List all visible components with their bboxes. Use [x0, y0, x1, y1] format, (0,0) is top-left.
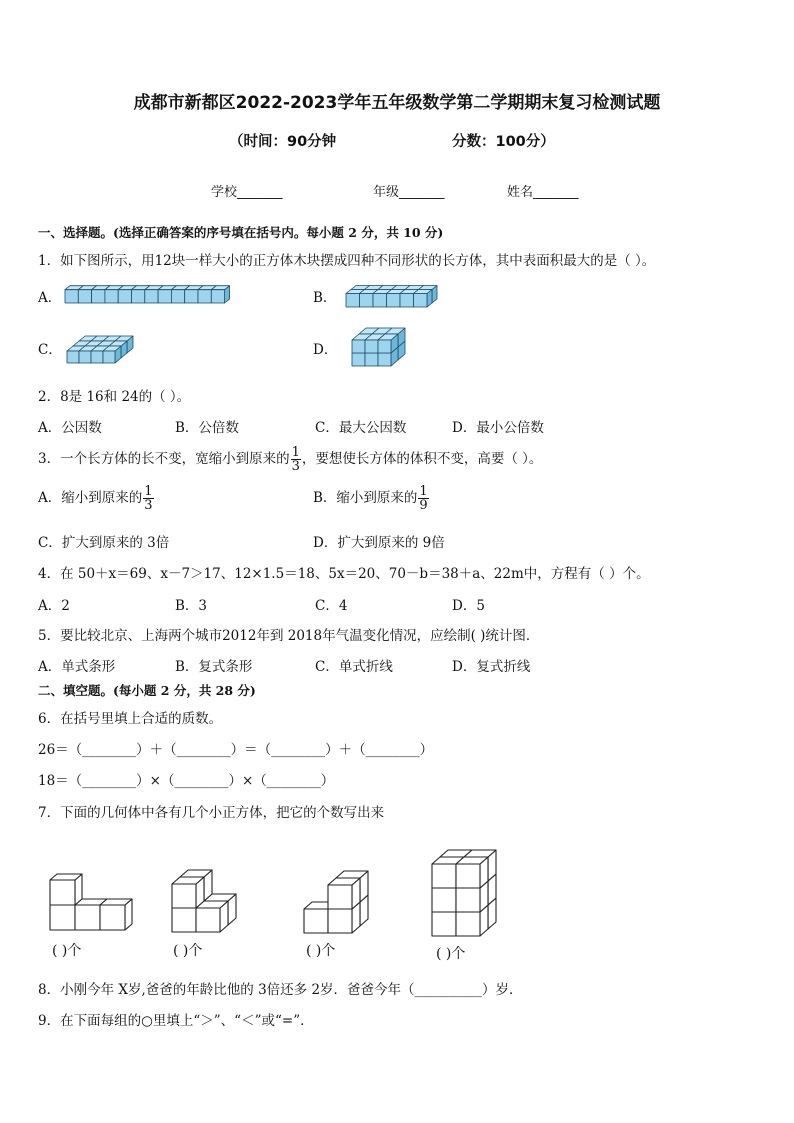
cube-face	[211, 290, 224, 303]
cube-face	[365, 353, 378, 366]
exam-score: 分数：100分）	[452, 134, 555, 150]
q4-option-c[interactable]: C．4	[315, 598, 348, 614]
cube-face	[67, 351, 79, 363]
cube-face	[328, 909, 352, 933]
q2-option-b[interactable]: B．公倍数	[175, 420, 239, 436]
cube-face	[432, 888, 456, 912]
q2-option-a[interactable]: A．公因数	[38, 420, 102, 436]
q6-line2[interactable]: 18＝（________）×（________）×（________）	[38, 773, 335, 789]
cube-face	[352, 353, 365, 366]
q5-option-a[interactable]: A．单式条形	[38, 659, 116, 675]
q1-option-b-label: B．	[313, 290, 337, 306]
cube-face	[352, 340, 365, 353]
q3-frac-den: 3	[291, 459, 300, 474]
cube-face	[387, 294, 401, 308]
cube-face	[328, 885, 352, 909]
name-field[interactable]: 姓名_______	[507, 185, 579, 200]
cube-face	[92, 290, 105, 303]
q2-text: 2．8是 16和 24的（ ）。	[38, 389, 191, 405]
cube-face	[158, 290, 171, 303]
q5-text: 5．要比较北京、上海两个城市2012年到 2018年气温变化情况，应绘制( )统计图．	[38, 628, 540, 644]
cuboid-d-figure	[351, 326, 406, 368]
cube-face	[365, 340, 378, 353]
q4-option-d[interactable]: D．5	[452, 598, 485, 614]
cube-face	[50, 905, 75, 930]
q3-text-post: ，要想使长方体的体积不变，高要（ ）。	[301, 451, 543, 467]
section1-heading: 一、选择题。(选择正确答案的序号填在括号内。每小题 2 分，共 10 分)	[38, 225, 444, 240]
q2-option-c[interactable]: C．最大公因数	[315, 420, 407, 436]
q6-text: 6．在括号里填上合适的质数。	[38, 711, 223, 727]
cuboid-c-figure	[66, 327, 132, 365]
cube-face	[432, 864, 456, 888]
grade-field[interactable]: 年级_______	[373, 185, 445, 200]
q8-text: 8．小刚今年 X岁,爸爸的年龄比他的 3倍还多 2岁．爸爸今年（__________）岁．	[38, 982, 523, 998]
solid-4-figure	[430, 842, 502, 938]
cube-face	[65, 290, 78, 303]
cube-face	[172, 908, 196, 932]
q7-blank-1[interactable]: ( )个	[52, 943, 82, 959]
q5-option-c[interactable]: C．单式折线	[315, 659, 393, 675]
cube-face	[103, 351, 115, 363]
cube-face	[118, 290, 131, 303]
q3-option-d[interactable]: D．扩大到原来的 9倍	[313, 535, 445, 551]
cube-face	[360, 294, 374, 308]
solid-1-figure	[48, 868, 138, 932]
q4-option-a[interactable]: A．2	[38, 598, 70, 614]
q3-option-a[interactable]	[38, 485, 155, 512]
q3-option-b[interactable]	[313, 485, 430, 512]
q3-b-den: 9	[419, 498, 428, 513]
cube-face	[75, 905, 100, 930]
q1-option-c-label: C．	[38, 342, 62, 358]
q5-option-d[interactable]: D．复式折线	[452, 659, 531, 675]
q6-line1[interactable]: 26＝（________）＋（________）＝（________）＋（________）	[38, 742, 434, 758]
cube-face	[373, 294, 387, 308]
q3-fraction	[291, 446, 301, 473]
q3-text-pre: 3．一个长方体的长不变，宽缩小到原来的	[38, 451, 290, 467]
q7-text: 7．下面的几何体中各有几个小正方体，把它的个数写出来	[38, 805, 385, 821]
cuboid-b-figure	[345, 283, 440, 309]
q3-b-num: 1	[419, 484, 428, 499]
q5-option-b[interactable]: B．复式条形	[175, 659, 253, 675]
q7-blank-2[interactable]: ( )个	[173, 943, 203, 959]
solid-2-figure	[170, 862, 250, 934]
cube-face	[346, 294, 360, 308]
cube-face	[79, 351, 91, 363]
cube-face	[171, 290, 184, 303]
cube-face	[78, 290, 91, 303]
cube-face	[145, 290, 158, 303]
cube-face	[378, 340, 391, 353]
q2-option-d[interactable]: D．最小公倍数	[452, 420, 544, 436]
page-title: 成都市新都区2022-2023学年五年级数学第二学期期末复习检测试题	[133, 93, 661, 113]
cube-face	[198, 290, 211, 303]
q3-option-c[interactable]: C．扩大到原来的 3倍	[38, 535, 170, 551]
cube-face	[105, 290, 118, 303]
cube-face	[432, 912, 456, 936]
cube-face	[91, 351, 103, 363]
solid-3-figure	[302, 863, 382, 935]
cube-face	[172, 884, 196, 908]
cube-face	[400, 294, 414, 308]
cube-face	[196, 908, 220, 932]
q3-frac-num: 1	[291, 445, 300, 460]
q9-text: 9．在下面每组的○里填上“＞”、“＜”或“=”．	[38, 1013, 314, 1029]
exam-time: （时间：90分钟	[229, 134, 337, 150]
cube-face	[304, 909, 328, 933]
q1-option-a-label: A．	[38, 290, 62, 306]
q3-option-a-text: A．缩小到原来的	[38, 490, 143, 506]
q3-a-den: 3	[144, 498, 153, 513]
q1-text: 1．如下图所示，用12块一样大小的正方体木块摆成四种不同形状的长方体，其中表面积最大的是（ ）。	[38, 253, 656, 269]
q7-blank-4[interactable]: ( )个	[436, 946, 466, 962]
cube-face	[132, 290, 145, 303]
cube-face	[414, 294, 428, 308]
q3-text	[38, 446, 542, 473]
school-field[interactable]: 学校_______	[211, 185, 283, 200]
cuboid-a-figure	[64, 283, 234, 305]
q4-option-b[interactable]: B．3	[175, 598, 208, 614]
q4-text: 4．在 50＋x＝69、x－7＞17、12×1.5＝18、5x＝20、70－b＝38＋a、22m中，方程有（ ）个。	[38, 566, 650, 582]
q3-option-b-text: B．缩小到原来的	[313, 490, 418, 506]
section2-heading: 二、填空题。(每小题 2 分，共 28 分)	[38, 683, 256, 698]
cube-face	[456, 888, 480, 912]
q7-blank-3[interactable]: ( )个	[306, 943, 336, 959]
cube-face	[100, 905, 125, 930]
q3-option-b-fraction	[418, 485, 428, 512]
cube-face	[185, 290, 198, 303]
q3-option-a-fraction	[143, 485, 153, 512]
cube-face	[456, 912, 480, 936]
cube-face	[456, 864, 480, 888]
q3-a-num: 1	[144, 484, 153, 499]
q1-option-d-label: D．	[313, 342, 338, 358]
cube-face	[378, 353, 391, 366]
cube-face	[50, 880, 75, 905]
